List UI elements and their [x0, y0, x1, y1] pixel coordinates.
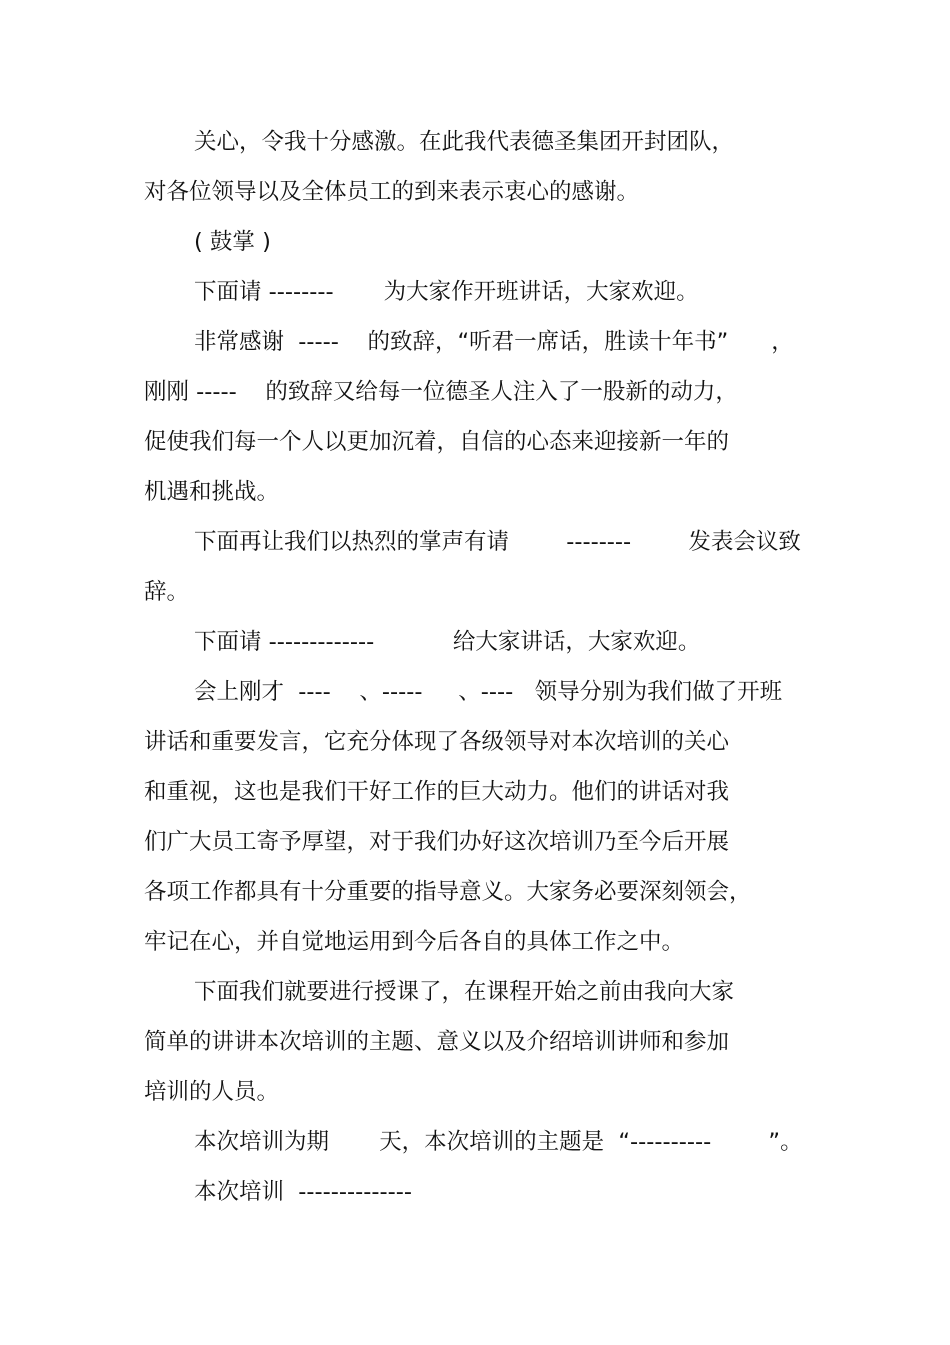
text-line: 辞。 [144, 579, 190, 605]
text-line: 机遇和挑战。 [144, 479, 280, 505]
text-line: 培训的人员。 [144, 1079, 280, 1105]
text-line: 关心，令我十分感激。在此我代表德圣集团开封团队， [194, 129, 735, 155]
text-line: 会上刚才 ---- 、----- 、---- 领导分别为我们做了开班 [194, 679, 783, 705]
text-line: 牢记在心，并自觉地运用到今后各自的具体工作之中。 [144, 929, 685, 955]
text-line: 们广大员工寄予厚望，对于我们办好这次培训乃至今后开展 [144, 829, 730, 855]
text-line: 促使我们每一个人以更加沉着，自信的心态来迎接新一年的 [144, 429, 730, 455]
text-line: 刚刚 ----- 的致辞又给每一位德圣人注入了一股新的动力， [144, 379, 738, 405]
text-line: 各项工作都具有十分重要的指导意义。大家务必要深刻领会， [144, 879, 752, 905]
text-line: 本次培训为期 天，本次培训的主题是 “---------- ”。 [194, 1129, 803, 1155]
text-line: 讲话和重要发言，它充分体现了各级领导对本次培训的关心 [144, 729, 730, 755]
text-line: 下面请 ------------- 给大家讲话，大家欢迎。 [194, 629, 701, 655]
text-line: 和重视，这也是我们干好工作的巨大动力。他们的讲话对我 [144, 779, 730, 805]
text-line: 下面再让我们以热烈的掌声有请 -------- 发表会议致 [194, 529, 801, 555]
text-line: 对各位领导以及全体员工的到来表示衷心的感谢。 [144, 179, 640, 205]
text-line: 本次培训 -------------- [194, 1179, 412, 1205]
text-line: 下面请 -------- 为大家作开班讲话，大家欢迎。 [194, 279, 699, 305]
text-line: ( 鼓掌 ) [194, 229, 271, 255]
text-line: 下面我们就要进行授课了，在课程开始之前由我向大家 [194, 979, 735, 1005]
text-line: 非常感谢 ----- 的致辞，“听君一席话，胜读十年书” ， [194, 329, 794, 355]
text-line: 简单的讲讲本次培训的主题、意义以及介绍培训讲师和参加 [144, 1029, 730, 1055]
